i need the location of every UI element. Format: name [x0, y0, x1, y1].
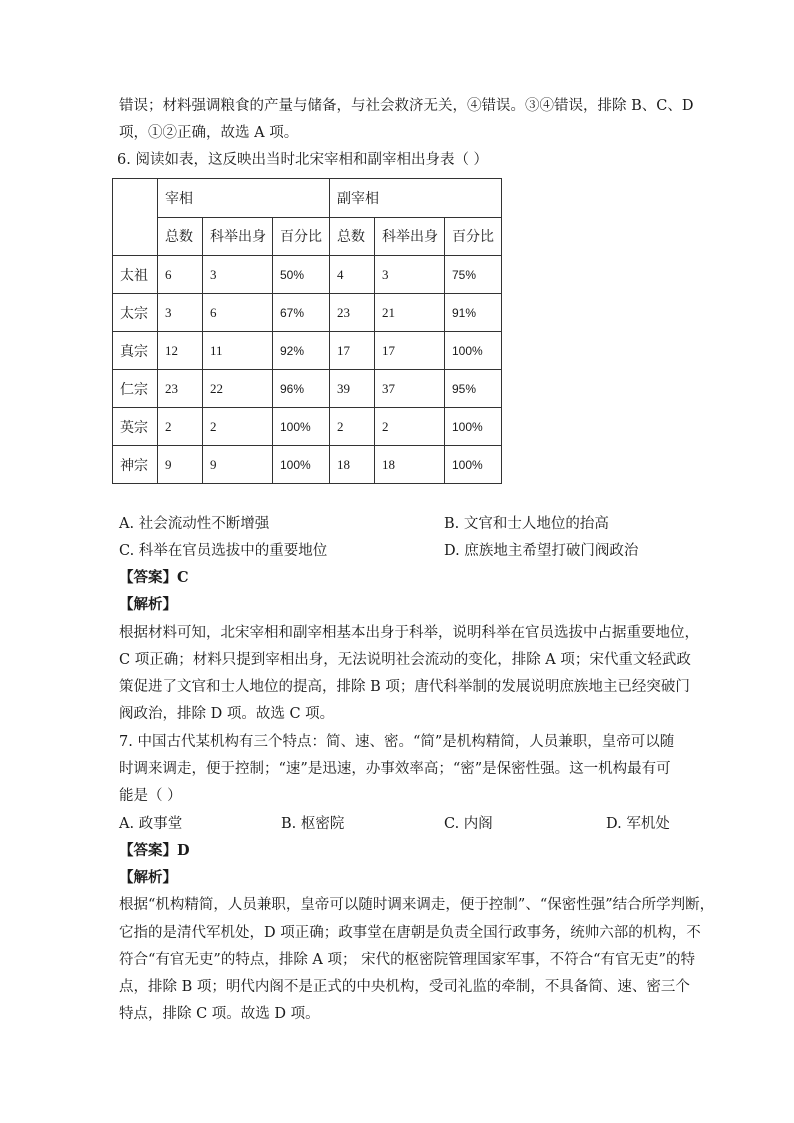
- officials-origin-table: [112, 178, 502, 484]
- table-cell: 3: [203, 256, 273, 294]
- table-cell: 3: [158, 294, 203, 332]
- answer-label: 【答案】D: [119, 842, 190, 859]
- table-cell: 仁宗: [113, 370, 158, 408]
- question-6-stem: 6. 阅读如表，这反映出当时北宋宰相和副宰相出身表（ ）: [117, 152, 489, 168]
- table-cell: 2: [330, 408, 375, 446]
- table-cell: 100%: [273, 446, 330, 484]
- table-cell: 9: [158, 446, 203, 484]
- analysis-line: 特点，排除 C 项。故选 D 项。: [119, 1006, 320, 1022]
- table-cell: 100%: [445, 408, 502, 446]
- table-cell: 6: [158, 256, 203, 294]
- table-header-group: 宰相: [158, 179, 330, 218]
- table-cell: 17: [330, 332, 375, 370]
- table-cell: 23: [330, 294, 375, 332]
- table-subheader: 百分比: [273, 217, 330, 256]
- analysis-line: 点，排除 B 项；明代内阁不是正式的中央机构，受司礼监的牵制，不具备简、速、密三个: [119, 979, 690, 995]
- analysis-line: 根据“机构精简，人员兼职，皇帝可以随时调来调走，便于控制”、“保密性强”结合所学判断，: [119, 897, 715, 913]
- table-row: [113, 332, 502, 370]
- analysis-line: C 项正确；材料只提到宰相出身，无法说明社会流动的变化，排除 A 项；宋代重文轻武政: [119, 652, 691, 668]
- table-subheader: 科举出身: [203, 217, 273, 256]
- table-cell: 2: [375, 408, 445, 446]
- table-cell: 太宗: [113, 294, 158, 332]
- paragraph-line: 项，①②正确，故选 A 项。: [119, 125, 299, 141]
- table-subheader: 总数: [158, 217, 203, 256]
- question-7-stem: 时调来调走，便于控制；“速”是迅速，办事效率高；“密”是保密性强。这一机构最有可: [119, 761, 671, 777]
- table-cell: 18: [330, 446, 375, 484]
- table-cell: 9: [203, 446, 273, 484]
- option-d: D. 庶族地主希望打破门阀政治: [444, 543, 639, 559]
- table-cell: 3: [375, 256, 445, 294]
- table-cell: 21: [375, 294, 445, 332]
- table-cell: 真宗: [113, 332, 158, 370]
- table-cell: 18: [375, 446, 445, 484]
- table-cell: 75%: [445, 256, 502, 294]
- paragraph-line: 错误；材料强调粮食的产量与储备，与社会救济无关，④错误。③④错误，排除 B、C、D: [119, 98, 694, 114]
- table-row: [113, 370, 502, 408]
- option-d: D. 军机处: [606, 816, 670, 832]
- table-cell: 11: [203, 332, 273, 370]
- option-b: B. 文官和士人地位的抬高: [444, 516, 609, 532]
- table-cell: 神宗: [113, 446, 158, 484]
- analysis-label: 【解析】: [119, 869, 177, 886]
- table-cell: 95%: [445, 370, 502, 408]
- table-cell: 92%: [273, 332, 330, 370]
- table-cell: 2: [203, 408, 273, 446]
- table-row: [113, 256, 502, 294]
- answer-label: 【答案】C: [119, 569, 189, 586]
- question-7-stem: 7. 中国古代某机构有三个特点：简、速、密。“简”是机构精简，人员兼职，皇帝可以随: [119, 734, 675, 750]
- option-a: A. 社会流动性不断增强: [119, 516, 270, 532]
- table-cell: 22: [203, 370, 273, 408]
- analysis-label: 【解析】: [119, 596, 177, 613]
- table-cell: 91%: [445, 294, 502, 332]
- table-row: [113, 446, 502, 484]
- table-cell: 50%: [273, 256, 330, 294]
- table-cell: 100%: [445, 332, 502, 370]
- table-cell: 67%: [273, 294, 330, 332]
- table-cell: 100%: [445, 446, 502, 484]
- table-cell: 39: [330, 370, 375, 408]
- table-cell: 96%: [273, 370, 330, 408]
- table-cell: 太祖: [113, 256, 158, 294]
- option-b: B. 枢密院: [281, 816, 345, 832]
- table-cell: 英宗: [113, 408, 158, 446]
- table-cell: 6: [203, 294, 273, 332]
- table-cell: 100%: [273, 408, 330, 446]
- table-cell: 2: [158, 408, 203, 446]
- table-corner-cell: [113, 179, 158, 256]
- analysis-line: 它指的是清代军机处，D 项正确；政事堂在唐朝是负责全国行政事务，统帅六部的机构，不: [119, 925, 701, 941]
- option-a: A. 政事堂: [119, 816, 183, 832]
- table-subheader: 科举出身: [375, 217, 445, 256]
- question-7-stem: 能是（ ）: [119, 788, 182, 804]
- table-cell: 17: [375, 332, 445, 370]
- table-subheader: 总数: [330, 217, 375, 256]
- table-subheader: 百分比: [445, 217, 502, 256]
- table-row: [113, 294, 502, 332]
- table-cell: 12: [158, 332, 203, 370]
- table-cell: 23: [158, 370, 203, 408]
- option-c: C. 科举在官员选拔中的重要地位: [119, 543, 328, 559]
- analysis-line: 符合“有官无吏”的特点，排除 A 项； 宋代的枢密院管理国家军事，不符合“有官无吏”的特: [119, 952, 695, 968]
- table-row: [113, 408, 502, 446]
- option-c: C. 内阁: [444, 816, 493, 832]
- analysis-line: 策促进了文官和士人地位的提高，排除 B 项；唐代科举制的发展说明庶族地主已经突破门: [119, 679, 690, 695]
- table-cell: 4: [330, 256, 375, 294]
- table-cell: 37: [375, 370, 445, 408]
- analysis-line: 阀政治，排除 D 项。故选 C 项。: [119, 706, 335, 722]
- table-header-group: 副宰相: [330, 179, 502, 218]
- analysis-line: 根据材料可知，北宋宰相和副宰相基本出身于科举，说明科举在官员选拔中占据重要地位，: [119, 625, 699, 641]
